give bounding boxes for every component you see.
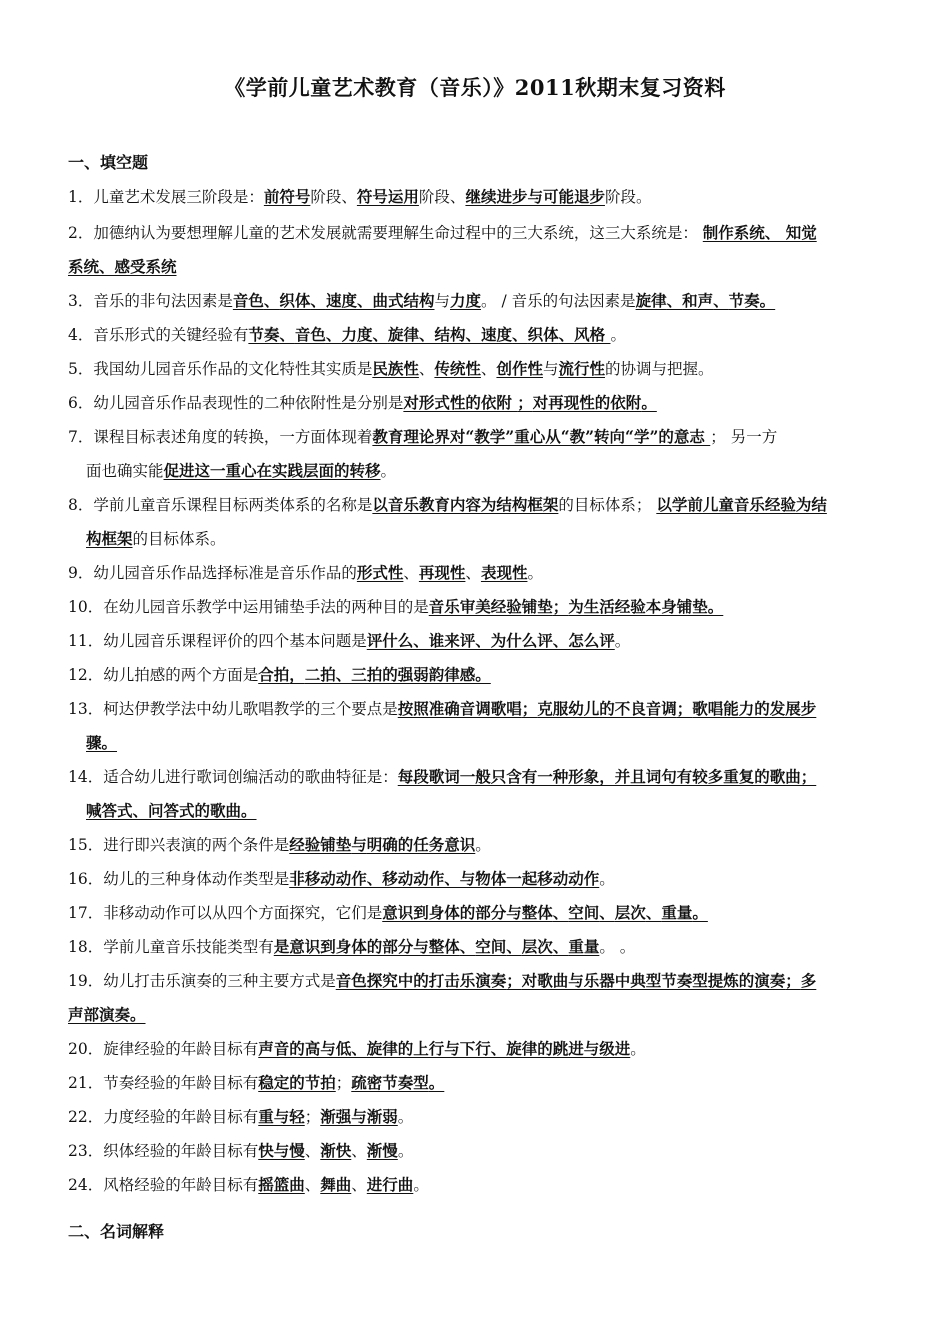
prompt-text: 24．风格经验的年龄目标有: [68, 1176, 259, 1194]
answer-text: 以音乐教育内容为结构框架: [372, 495, 559, 514]
question-line: [68, 998, 886, 1032]
page-title: 《学前儿童艺术教育（音乐）》2011秋期末复习资料: [224, 75, 726, 100]
prompt-text: 。: [599, 870, 615, 888]
answer-text: 、: [465, 325, 482, 344]
prompt-text: 13．柯达伊教学法中幼儿歌唱教学的三个要点是: [68, 700, 398, 718]
answer-text: 促进这一重心在实践层面的转移: [163, 461, 381, 480]
prompt-text: 11．幼儿园音乐课程评价的四个基本问题是: [68, 632, 367, 650]
answer-text: 进行曲: [366, 1175, 414, 1194]
prompt-text: 3．音乐的非句法因素是: [68, 292, 233, 310]
answer-text: 重量: [568, 937, 600, 956]
answer-text: 旋律: [635, 291, 667, 310]
prompt-text: 、: [304, 1142, 321, 1160]
prompt-text: 4．音乐形式的关键经验有: [68, 326, 249, 344]
prompt-text: 与: [542, 360, 559, 378]
answer-text: 教育理论界对“教学”重心从“教”转向“学”的意志: [372, 427, 711, 446]
prompt-text: 的目标体系；: [558, 496, 657, 514]
answer-text: 音色探究中的打击乐演奏: [335, 971, 507, 990]
answer-text: 骤。: [86, 733, 118, 752]
answer-text: 、: [279, 325, 295, 344]
prompt-text: 。: [610, 326, 627, 344]
question-line: [68, 624, 886, 658]
answer-text: 、: [372, 325, 388, 344]
answer-text: 喊答式、问答式的歌曲。: [86, 801, 257, 820]
section-heading-definitions: 二、名词解释: [68, 1222, 165, 1241]
answer-text: 构框架: [86, 529, 133, 548]
prompt-text: 、: [403, 564, 419, 582]
answer-text: 渐强与渐弱: [320, 1107, 398, 1126]
question-line: [68, 318, 886, 352]
answer-text: 重量: [661, 903, 693, 922]
prompt-text: 21．节奏经验的年龄目标有: [68, 1074, 259, 1092]
prompt-text: 。 。: [599, 938, 636, 956]
answer-text: 空间: [475, 937, 507, 956]
question-line: [68, 692, 886, 726]
answer-text: 、: [645, 903, 662, 922]
answer-text: 形式性: [356, 563, 404, 582]
prompt-text: 阶段、: [310, 188, 357, 206]
question-line: [68, 964, 886, 998]
prompt-text: 。: [397, 1108, 414, 1126]
answer-text: 层次: [614, 903, 646, 922]
answer-text: 、: [666, 291, 683, 310]
prompt-text: 10．在幼儿园音乐教学中运用铺垫手法的两种目的是: [68, 598, 429, 616]
prompt-text: 22．力度经验的年龄目标有: [68, 1108, 259, 1126]
prompt-text: 。: [475, 836, 491, 854]
answer-text: ；: [517, 393, 533, 412]
question-line: [68, 1100, 886, 1134]
prompt-text: 23．织体经验的年龄目标有: [68, 1142, 259, 1160]
question-line: [68, 658, 886, 692]
prompt-text: 。 / 音乐的句法因素是: [481, 292, 636, 310]
prompt-text: 、: [465, 564, 481, 582]
question-line: [68, 250, 886, 284]
prompt-text: 的协调与把握。: [604, 360, 714, 378]
answer-text: 对形式性的依附: [403, 393, 518, 412]
question-line: [68, 1032, 886, 1066]
answer-text: 、: [459, 937, 476, 956]
question-line: [68, 930, 886, 964]
question-line: [68, 760, 886, 794]
answer-text: 力度: [341, 325, 373, 344]
prompt-text: 、: [351, 1142, 367, 1160]
prompt-text: 12．幼儿拍感的两个方面是: [68, 666, 259, 684]
answer-text: 系统、感受系统: [68, 257, 177, 276]
answer-text: 声部演奏。: [68, 1005, 146, 1024]
question-line: [68, 216, 886, 250]
answer-text: 、: [512, 325, 528, 344]
answer-text: 与: [351, 835, 367, 854]
prompt-text: 阶段、: [418, 188, 466, 206]
question-line: [68, 1168, 886, 1202]
prompt-text: 。: [413, 1176, 429, 1194]
answer-text: 对再现性的依附: [532, 393, 642, 412]
answer-text: 为生活经验本身铺垫。: [568, 597, 724, 616]
answer-text: 声音的高与低、旋律的上行与下行、旋律的跳进与级进: [258, 1039, 631, 1058]
answer-text: 风格: [574, 325, 611, 344]
prompt-text: 、: [418, 360, 435, 378]
prompt-text: 2．加德纳认为要想理解儿童的艺术发展就需要理解生命过程中的三大系统，这三大系统是：: [68, 224, 703, 242]
prompt-text: 8．学前儿童音乐课程目标两类体系的名称是: [68, 496, 373, 514]
answer-text: 再现性: [418, 563, 466, 582]
answer-text: 每段歌词一般只含有一种形象，并且词句有较多重复的歌曲；: [397, 767, 817, 786]
prompt-text: 。: [614, 632, 631, 650]
answer-text: 。: [692, 903, 708, 922]
question-line: [68, 386, 886, 420]
prompt-text: 阶段。: [604, 188, 652, 206]
answer-text: 力度: [450, 291, 482, 310]
answer-text: 、: [599, 903, 615, 922]
prompt-text: 16．幼儿的三种身体动作类型是: [68, 870, 290, 888]
question-line: [68, 896, 886, 930]
answer-text: 疏密节奏型: [351, 1073, 429, 1092]
answer-text: 空间: [568, 903, 600, 922]
answer-text: 流行性: [558, 359, 605, 378]
answer-text: 、: [310, 291, 326, 310]
question-line: [68, 420, 886, 454]
answer-text: 。: [759, 291, 776, 310]
answer-text: 旋律: [387, 325, 419, 344]
answer-text: 、: [263, 291, 280, 310]
answer-text: 节奏: [728, 291, 760, 310]
prompt-text: 。: [630, 1040, 646, 1058]
question-line: [68, 590, 886, 624]
question-line: [68, 454, 904, 488]
answer-text: 、: [506, 937, 522, 956]
question-line: [68, 284, 886, 318]
prompt-text: 、: [480, 360, 497, 378]
question-line: [68, 522, 904, 556]
answer-text: 舞曲: [320, 1175, 352, 1194]
answer-text: ；: [552, 597, 569, 616]
answer-text: 民族性: [372, 359, 419, 378]
question-line: [68, 180, 886, 214]
prompt-text: 、: [351, 1176, 367, 1194]
answer-text: 曲式结构: [372, 291, 435, 310]
answer-text: 节奏: [248, 325, 280, 344]
answer-text: ；: [506, 971, 522, 990]
answer-text: 。: [641, 393, 657, 412]
answer-text: 非移动动作、移动动作、与物体一起移动动作: [289, 869, 600, 888]
question-line: [68, 488, 886, 522]
answer-text: 、: [552, 937, 569, 956]
answer-text: 、: [325, 325, 342, 344]
answer-text: 层次: [521, 937, 553, 956]
prompt-text: 7．课程目标表述角度的转换，一方面体现着: [68, 428, 373, 446]
answer-text: 、: [552, 903, 569, 922]
question-line: [68, 794, 904, 828]
prompt-text: 5．我国幼儿园音乐作品的文化特性其实质是: [68, 360, 373, 378]
prompt-text: 。: [380, 462, 397, 480]
answer-text: 对歌曲与乐器中典型节奏型提炼的演奏: [521, 971, 786, 990]
answer-text: 前符号: [263, 187, 311, 206]
answer-text: 重与轻: [258, 1107, 305, 1126]
answer-text: 快与慢: [258, 1141, 305, 1160]
question-line: [68, 352, 886, 386]
answer-text: 克服幼儿的不良音调: [537, 699, 677, 718]
answer-text: 表现性: [480, 563, 528, 582]
answer-text: 织体: [527, 325, 559, 344]
prompt-text: 、: [304, 1176, 321, 1194]
answer-text: 评什么、谁来评、为什么评、怎么评: [366, 631, 615, 650]
answer-text: 、: [418, 325, 435, 344]
prompt-text: ；: [304, 1108, 321, 1126]
prompt-text: 17．非移动动作可以从四个方面探究，它们是: [68, 904, 383, 922]
prompt-text: 19．幼儿打击乐演奏的三种主要方式是: [68, 972, 336, 990]
answer-text: 速度: [481, 325, 513, 344]
prompt-text: 。: [527, 564, 543, 582]
answer-text: 制作系统、 知觉: [702, 223, 817, 242]
question-line: [68, 556, 886, 590]
prompt-text: 与: [434, 292, 450, 310]
prompt-text: 14．适合幼儿进行歌词创编活动的歌曲特征是：: [68, 768, 398, 786]
question-line: [68, 726, 904, 760]
prompt-text: ； 另一方: [710, 428, 778, 446]
answer-text: 多: [800, 971, 817, 990]
answer-text: 音色: [232, 291, 264, 310]
answer-text: 以学前儿童音乐经验为结: [656, 495, 827, 514]
answer-text: 经验铺垫: [289, 835, 352, 854]
answer-text: 继续进步与可能退步: [465, 187, 605, 206]
answer-text: 创作性: [496, 359, 543, 378]
answer-text: 音乐审美经验铺垫: [428, 597, 553, 616]
prompt-text: 1．儿童艺术发展三阶段是：: [68, 188, 264, 206]
answer-text: 稳定的节拍: [258, 1073, 336, 1092]
prompt-text: 。: [397, 1142, 414, 1160]
answer-text: 和声: [682, 291, 714, 310]
answer-text: ；: [521, 699, 538, 718]
answer-text: ；: [676, 699, 693, 718]
answer-text: 结构: [434, 325, 466, 344]
question-line: [68, 828, 886, 862]
answer-text: 意识到身体的部分与整体: [382, 903, 553, 922]
prompt-text: 面也确实能: [86, 462, 164, 480]
question-line: [68, 1066, 886, 1100]
answer-text: 、: [713, 291, 729, 310]
question-line: [68, 862, 886, 896]
prompt-text: 15．进行即兴表演的两个条件是: [68, 836, 290, 854]
prompt-text: 18．学前儿童音乐技能类型有: [68, 938, 274, 956]
answer-text: 织体: [279, 291, 311, 310]
prompt-text: ；: [335, 1074, 352, 1092]
answer-text: 。: [428, 1073, 445, 1092]
answer-text: 渐慢: [366, 1141, 398, 1160]
prompt-text: 9．幼儿园音乐作品选择标准是音乐作品的: [68, 564, 357, 582]
answer-text: 符号运用: [356, 187, 419, 206]
answer-text: 合拍: [258, 665, 290, 684]
answer-text: ，: [289, 665, 305, 684]
answer-text: 按照准确音调歌唱: [397, 699, 522, 718]
answer-text: 二拍、三拍的强弱韵律感。: [304, 665, 491, 684]
answer-text: 明确的任务意识: [366, 835, 476, 854]
section-heading-fill-in: 一、填空题: [68, 153, 149, 172]
answer-text: 摇篮曲: [258, 1175, 305, 1194]
answer-text: 、: [356, 291, 373, 310]
answer-text: 歌唱能力的发展步: [692, 699, 817, 718]
prompt-text: 的目标体系。: [132, 530, 226, 548]
answer-text: 渐快: [320, 1141, 352, 1160]
prompt-text: 6．幼儿园音乐作品表现性的二种依附性是分别是: [68, 394, 404, 412]
prompt-text: 20．旋律经验的年龄目标有: [68, 1040, 259, 1058]
question-line: [68, 1134, 886, 1168]
answer-text: 、: [558, 325, 575, 344]
answer-text: 传统性: [434, 359, 481, 378]
answer-text: 速度: [325, 291, 357, 310]
answer-text: ；: [785, 971, 801, 990]
answer-text: 是意识到身体的部分与整体: [273, 937, 460, 956]
answer-text: 音色: [294, 325, 326, 344]
